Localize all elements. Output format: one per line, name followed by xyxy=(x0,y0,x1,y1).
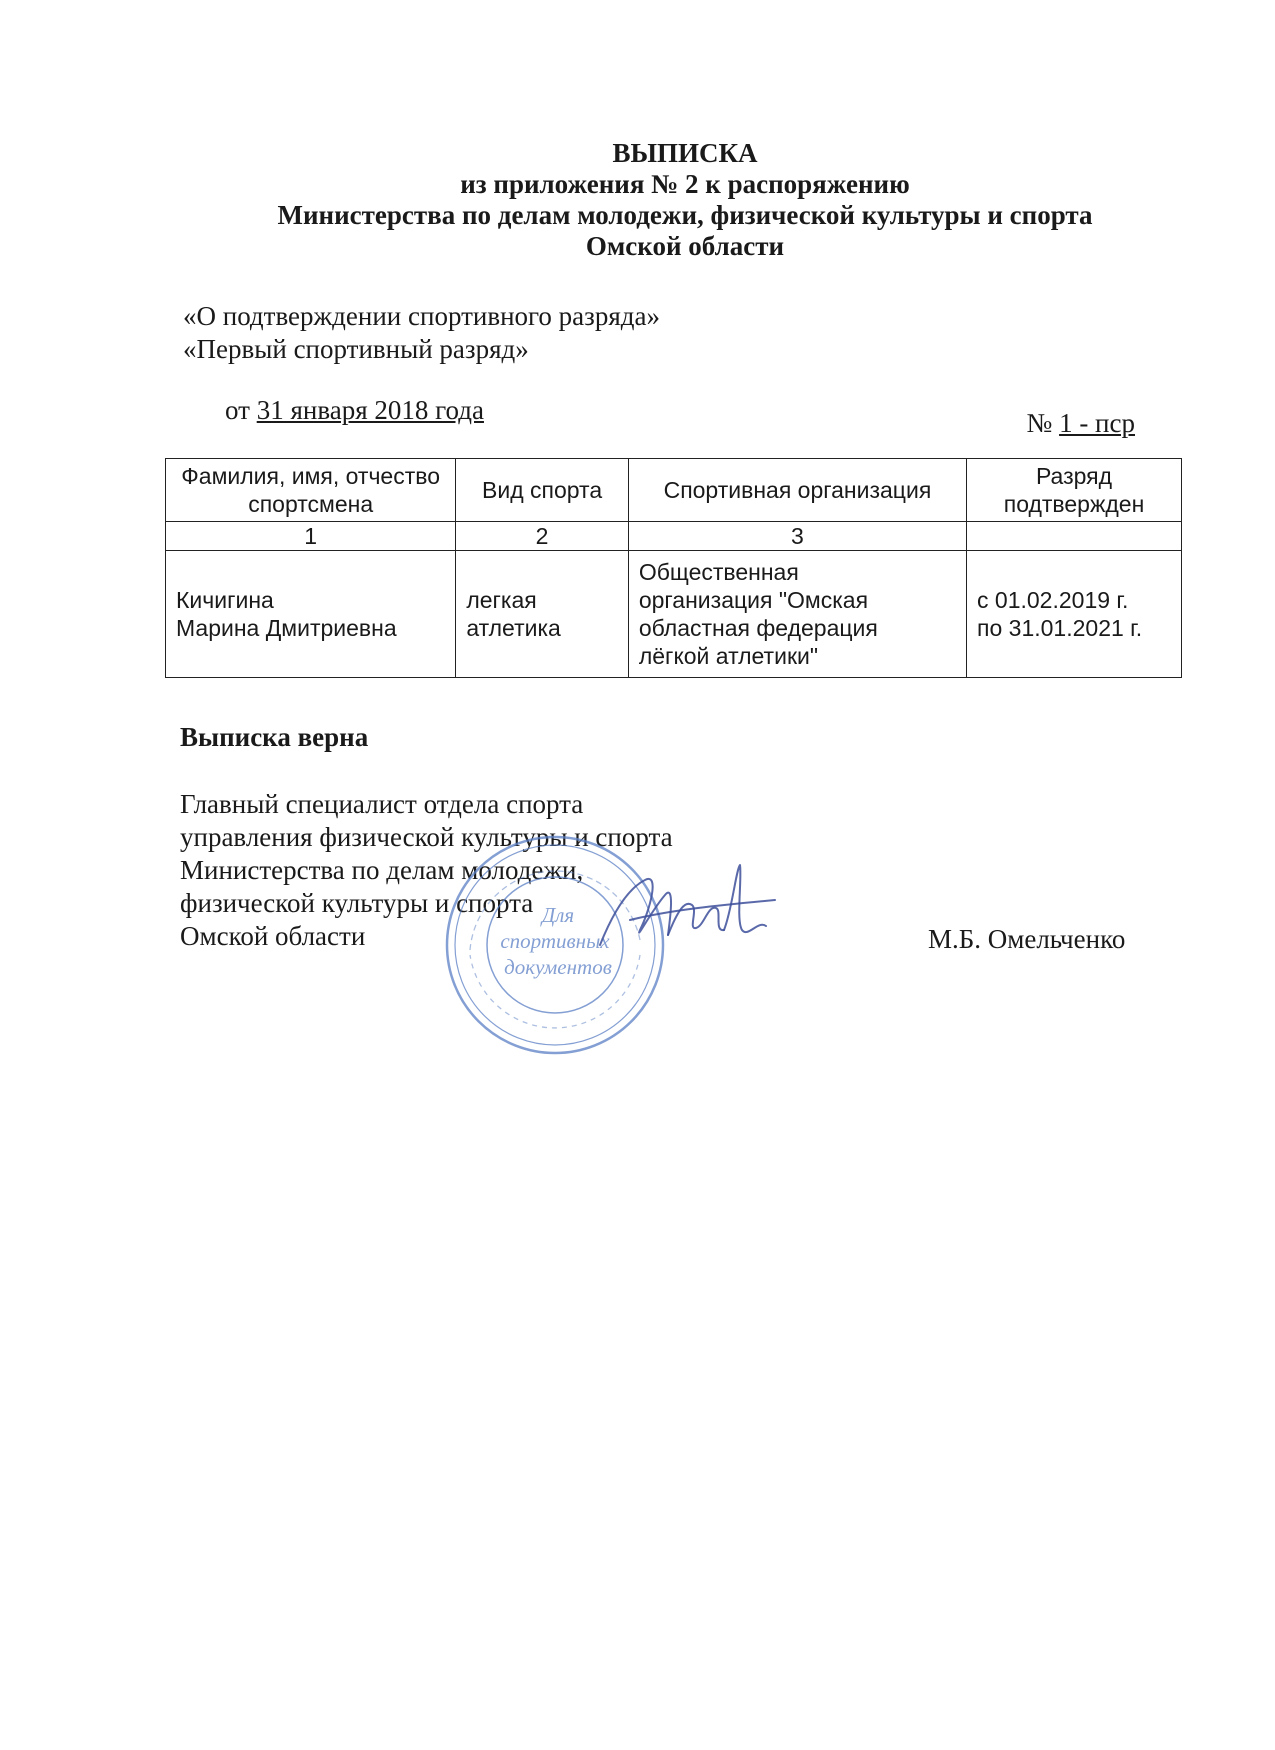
column-number-4 xyxy=(967,522,1182,551)
header-athlete-name: Фамилия, имя, отчество спортсмена xyxy=(166,459,456,522)
signature-icon xyxy=(590,850,780,970)
organization-line-1: Общественная xyxy=(638,559,799,585)
order-number xyxy=(1027,408,1135,439)
column-number-2: 2 xyxy=(456,522,629,551)
order-date xyxy=(225,395,484,426)
number-prefix: № xyxy=(1026,408,1053,438)
order-subject xyxy=(183,300,660,366)
document-header xyxy=(140,138,1230,262)
document-title: ВЫПИСКА xyxy=(612,138,758,168)
athlete-surname: Кичигина xyxy=(176,587,274,613)
seal-text-2: спортивных xyxy=(500,929,610,953)
cell-athlete-name xyxy=(166,551,456,678)
cell-sport xyxy=(456,551,629,678)
position-line-5: Омской области xyxy=(180,921,366,951)
organization-line-3: областная федерация xyxy=(638,615,878,641)
signer-name: М.Б. Омельченко xyxy=(928,924,1126,954)
header-line-4: Омской области xyxy=(585,231,785,261)
column-number-1: 1 xyxy=(166,522,456,551)
extract-verified-label: Выписка верна xyxy=(180,722,369,752)
table-header-row xyxy=(166,459,1182,522)
header-sport: Вид спорта xyxy=(456,459,629,522)
subject-line-2: «Первый спортивный разряд» xyxy=(183,334,529,364)
subject-line-1: «О подтверждении спортивного разряда» xyxy=(183,301,660,331)
organization-line-2: организация "Омская xyxy=(638,587,869,613)
column-number-row xyxy=(166,522,1182,551)
organization-line-4: лёгкой атлетики" xyxy=(638,643,819,669)
header-organization: Спортивная организация xyxy=(628,459,966,522)
period-to: по 31.01.2021 г. xyxy=(977,615,1143,641)
position-line-4: физической культуры и спорта xyxy=(180,888,534,918)
header-line-3: Министерства по делам молодежи, физической культуры и спорта xyxy=(277,200,1093,230)
seal-text-3: документов xyxy=(504,955,612,979)
handwritten-signature xyxy=(590,850,780,970)
athlete-table xyxy=(165,458,1182,678)
sport-line-1: легкая xyxy=(466,587,537,613)
athlete-given-names: Марина Дмитриевна xyxy=(176,615,397,641)
number-value: 1 - пср xyxy=(1059,408,1135,438)
column-number-3: 3 xyxy=(628,522,966,551)
position-line-3: Министерства по делам молодежи, xyxy=(180,855,584,885)
header-rank-confirmed: Разряд подтвержден xyxy=(967,459,1182,522)
date-prefix: от xyxy=(225,395,250,425)
cell-organization xyxy=(628,551,966,678)
seal-text-1: Для xyxy=(541,903,575,927)
date-value: 31 января 2018 года xyxy=(256,395,484,425)
position-line-1: Главный специалист отдела спорта xyxy=(180,789,584,819)
header-line-2: из приложения № 2 к распоряжению xyxy=(460,169,910,199)
period-from: с 01.02.2019 г. xyxy=(977,587,1129,613)
position-line-2: управления физической культуры и спорта xyxy=(180,822,673,852)
sport-line-2: атлетика xyxy=(466,615,561,641)
cell-rank-period xyxy=(967,551,1182,678)
table-row xyxy=(166,551,1182,678)
